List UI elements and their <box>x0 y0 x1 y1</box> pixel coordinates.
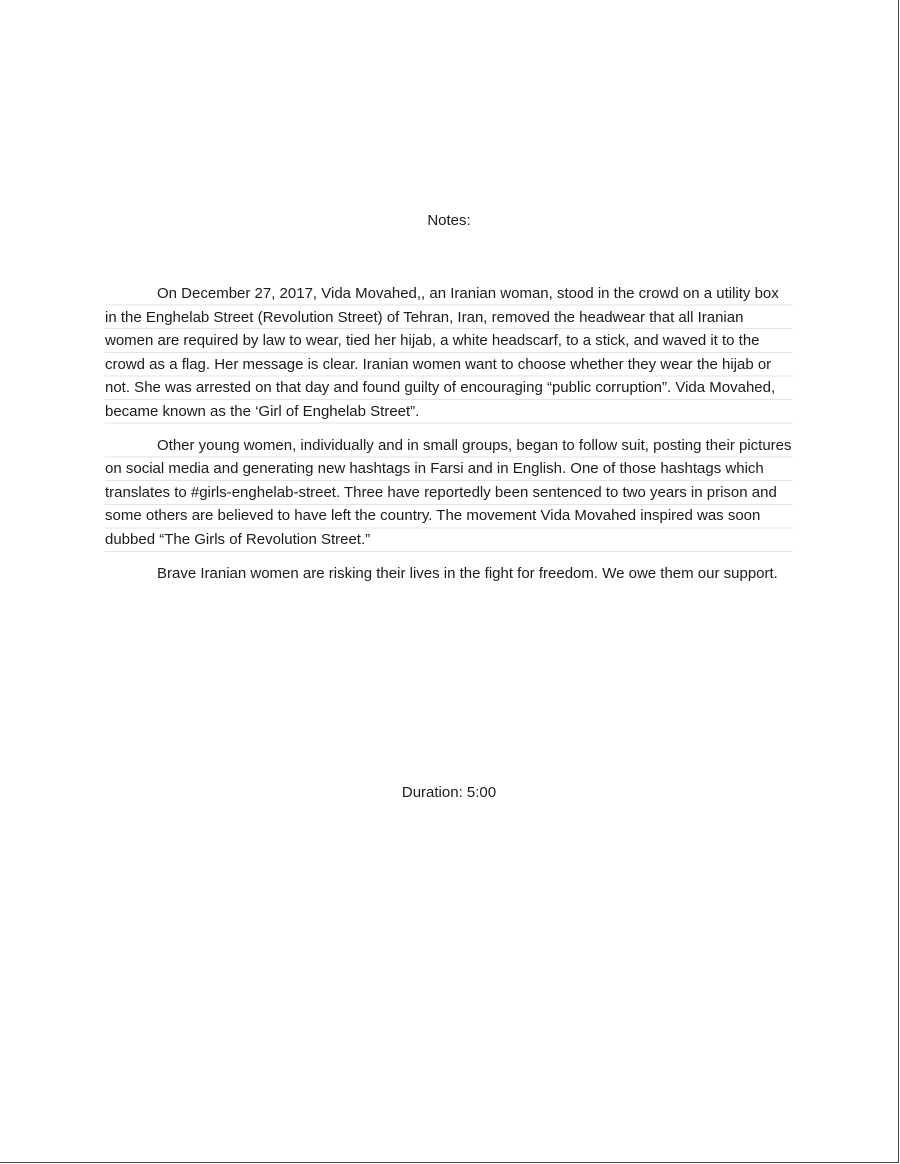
paragraph-vida-movahed: On December 27, 2017, Vida Movahed,, an Iranian woman, stood in the crowd on a utility box in the Enghelab Street (Revolution Street) of Tehran, Iran, removed the headwear that all Iranian women are required by law to wear, tied her hijab, a white headscarf, to a stick, and waved it to the crowd as a flag. Her message is clear. Iranian women want to choose whether they wear the hijab or not. She was arrested on that day and found guilty of encouraging “public corruption”. Vida Movahed, became known as the ‘Girl of Enghelab Street”. <box>105 282 793 424</box>
notes-heading: Notes: <box>427 212 471 229</box>
duration-label: Duration: 5:00 <box>401 784 497 801</box>
document-body <box>105 282 793 595</box>
paragraph-support: Brave Iranian women are risking their lives in the fight for freedom. We owe them our support. <box>157 564 778 582</box>
paragraph-other-women: Other young women, individually and in small groups, began to follow suit, posting their pictures on social media and generating new hashtags in Farsi and in English. One of those hashtags which translates to #girls-enghelab-street. Three have reportedly been sentenced to two years in prison and some others are believed to have left the country. The movement Vida Movahed inspired was soon dubbed “The Girls of Revolution Street.” <box>105 434 793 552</box>
